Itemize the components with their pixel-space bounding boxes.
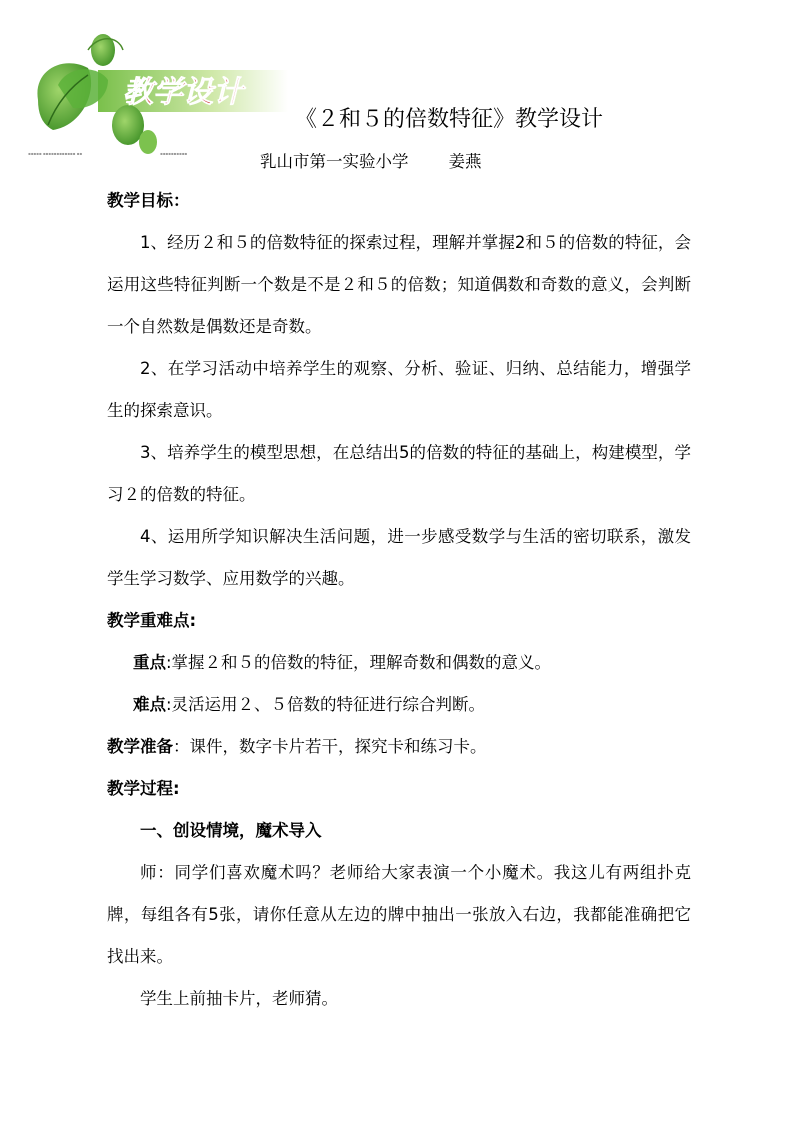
preparation-text: ：课件，数字卡片若干，探究卡和练习卡。 [173,737,487,756]
document-body [107,180,691,1020]
tiny-mark-right: ▪▪▪▪▪▪▪▪▪▪ [160,151,188,156]
objective-item: 3、培养学生的模型思想，在总结出5的倍数的特征的基础上，构建模型，学习２的倍数的特征。 [107,443,691,504]
process-heading: 教学过程: [107,779,180,798]
objective-item: 4、运用所学知识解决生活问题，进一步感受数学与生活的密切联系，激发学生学习数学、应用数学的兴趣。 [107,527,691,588]
school-name: 乳山市第一实验小学 [260,152,409,171]
tiny-mark-left: ▪▪▪▪▪ ▪▪▪▪▪▪▪▪▪▪▪▪ ▪▪ [28,151,83,156]
preparation-heading: 教学准备 [107,737,173,756]
logo-text: 教学设计 [123,75,243,110]
difficult-label: 难点 [133,695,166,714]
key-label: 重点 [133,653,166,672]
document-title: 《２和５的倍数特征》教学设计 [294,107,603,132]
objective-item: 2、在学习活动中培养学生的观察、分析、验证、归纳、总结能力，增强学生的探索意识。 [107,359,691,420]
header-logo [28,30,288,155]
difficult-point [107,684,691,726]
key-point [107,642,691,684]
author-line [260,148,482,172]
keypoints-heading: 教学重难点: [107,611,197,630]
key-text: :掌握２和５的倍数的特征，理解奇数和偶数的意义。 [166,653,552,672]
hop-icon [139,130,157,154]
objectives-heading: 教学目标： [107,191,190,210]
process-paragraph: 学生上前抽卡片，老师猜。 [140,989,338,1008]
preparation [107,726,691,768]
author-name: 姜燕 [448,152,482,171]
section-title: 一、创设情境，魔术导入 [140,821,322,840]
process-paragraph: 师：同学们喜欢魔术吗？老师给大家表演一个小魔术。我这儿有两组扑克牌，每组各有5张，请你任意从左边的牌中抽出一张放入右边，我都能准确把它找出来。 [107,863,691,966]
objective-item: 1、经历２和５的倍数特征的探索过程，理解并掌握2和５的倍数的特征，会运用这些特征判断一个数是不是２和５的倍数；知道偶数和奇数的意义，会判断一个自然数是偶数还是奇数。 [107,233,691,336]
difficult-text: :灵活运用２、５倍数的特征进行综合判断。 [166,695,486,714]
